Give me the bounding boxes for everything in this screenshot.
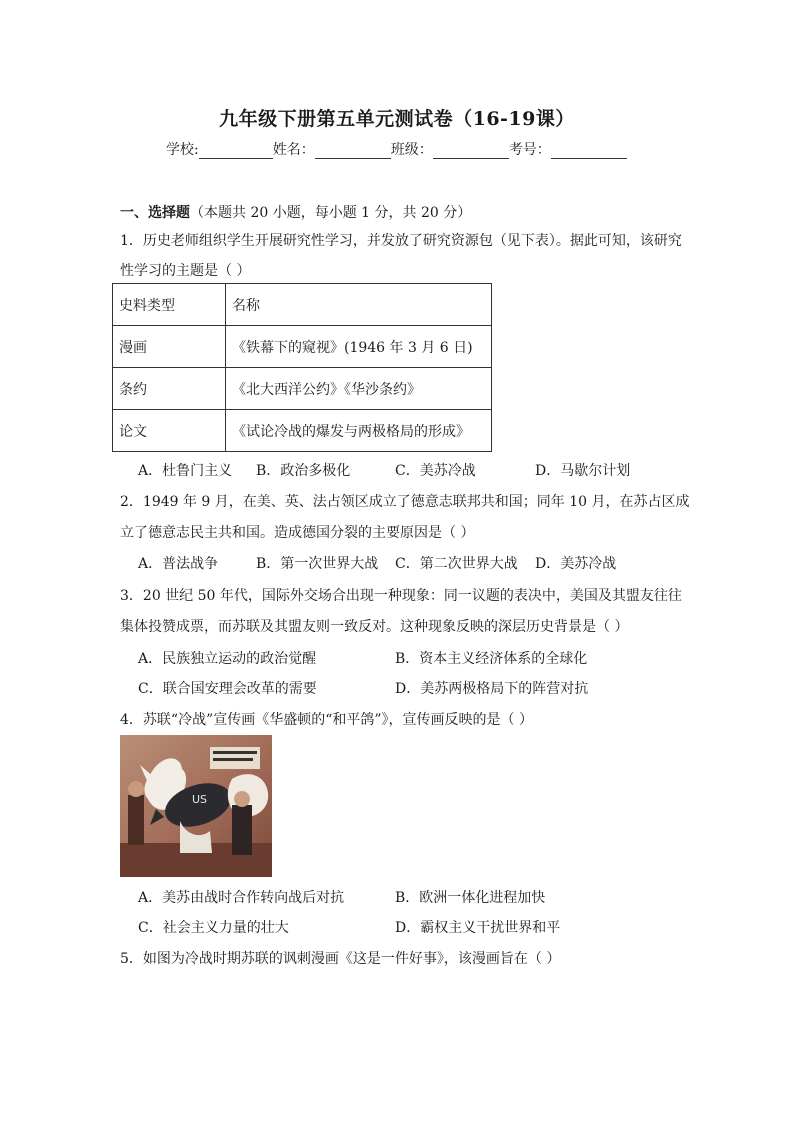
q2-option-c[interactable]: C．第二次世界大战 [395, 556, 518, 572]
q1-option-a[interactable]: A．杜鲁门主义 [138, 463, 233, 479]
page-title: 九年级下册第五单元测试卷（16-19课） [219, 108, 575, 130]
table-cell: 论文 [113, 410, 226, 452]
poster-us-label: US [192, 793, 208, 806]
table-row [113, 284, 492, 326]
q2-option-d[interactable]: D．美苏冷战 [535, 556, 617, 572]
q5-stem-line1: 5．如图为冷战时期苏联的讽刺漫画《这是一件好事》，该漫画旨在（ ） [120, 951, 561, 967]
table-cell: 漫画 [113, 326, 226, 368]
q2-option-a[interactable]: A．普法战争 [138, 556, 219, 572]
student-info-row [166, 139, 627, 159]
class-blank[interactable] [433, 144, 509, 159]
table-cell: 史料类型 [113, 284, 226, 326]
q3-option-b[interactable]: B．资本主义经济体系的全球化 [395, 651, 588, 667]
q4-option-d[interactable]: D．霸权主义干扰世界和平 [395, 920, 561, 936]
q1-stem-line2: 性学习的主题是（ ） [120, 263, 251, 279]
school-label: 学校: [166, 142, 199, 158]
q1-stem-line1: 1．历史老师组织学生开展研究性学习，并发放了研究资源包（见下表）。据此可知，该研究 [120, 233, 682, 249]
table-row [113, 326, 492, 368]
section-title: 一、选择题 [120, 205, 190, 221]
q3-stem-line2: 集体投赞成票，而苏联及其盟友则一致反对。这种现象反映的深层历史背景是（ ） [120, 619, 629, 635]
q3-option-a[interactable]: A．民族独立运动的政治觉醒 [138, 651, 317, 667]
q4-option-a[interactable]: A．美苏由战时合作转向战后对抗 [138, 890, 345, 906]
school-blank[interactable] [199, 144, 273, 159]
name-label: 姓名： [272, 142, 315, 158]
q1-option-c[interactable]: C．美苏冷战 [395, 463, 476, 479]
q2-stem-line2: 立了德意志民主共和国。造成德国分裂的主要原因是（ ） [120, 525, 475, 541]
q1-resource-table [112, 283, 492, 452]
q4-option-b[interactable]: B．欧洲一体化进程加快 [395, 890, 546, 906]
q1-option-b[interactable]: B．政治多极化 [256, 463, 351, 479]
table-row [113, 410, 492, 452]
poster-image [120, 735, 272, 877]
q4-option-c[interactable]: C．社会主义力量的壮大 [138, 920, 289, 936]
section-note: （本题共 20 小题，每小题 1 分，共 20 分） [190, 205, 472, 221]
q2-option-b[interactable]: B．第一次世界大战 [256, 556, 379, 572]
q3-option-d[interactable]: D．美苏两极格局下的阵营对抗 [395, 681, 589, 697]
q2-stem-line1: 2．1949 年 9 月，在美、英、法占领区成立了德意志联邦共和国；同年 10 月，在苏占区成 [120, 494, 690, 510]
q4-propaganda-poster [120, 735, 272, 877]
q4-stem-line1: 4．苏联“冷战”宣传画《华盛顿的“和平鸽”》，宣传画反映的是（ ） [120, 712, 533, 728]
table-row [113, 368, 492, 410]
exam-no-blank[interactable] [551, 144, 627, 159]
q3-stem-line1: 3．20 世纪 50 年代，国际外交场合出现一种现象：同一议题的表决中，美国及其盟友往往 [120, 588, 682, 604]
table-cell: 《北大西洋公约》《华沙条约》 [226, 368, 492, 410]
exam-no-label: 考号： [508, 142, 551, 158]
q3-option-c[interactable]: C．联合国安理会改革的需要 [138, 681, 317, 697]
class-label: 班级： [390, 142, 433, 158]
table-cell: 条约 [113, 368, 226, 410]
name-blank[interactable] [315, 144, 391, 159]
table-cell: 《铁幕下的窥视》(1946 年 3 月 6 日) [226, 326, 492, 368]
table-cell: 名称 [226, 284, 492, 326]
q1-option-d[interactable]: D．马歇尔计划 [535, 463, 631, 479]
table-cell: 《试论冷战的爆发与两极格局的形成》 [226, 410, 492, 452]
section-heading [120, 202, 471, 222]
